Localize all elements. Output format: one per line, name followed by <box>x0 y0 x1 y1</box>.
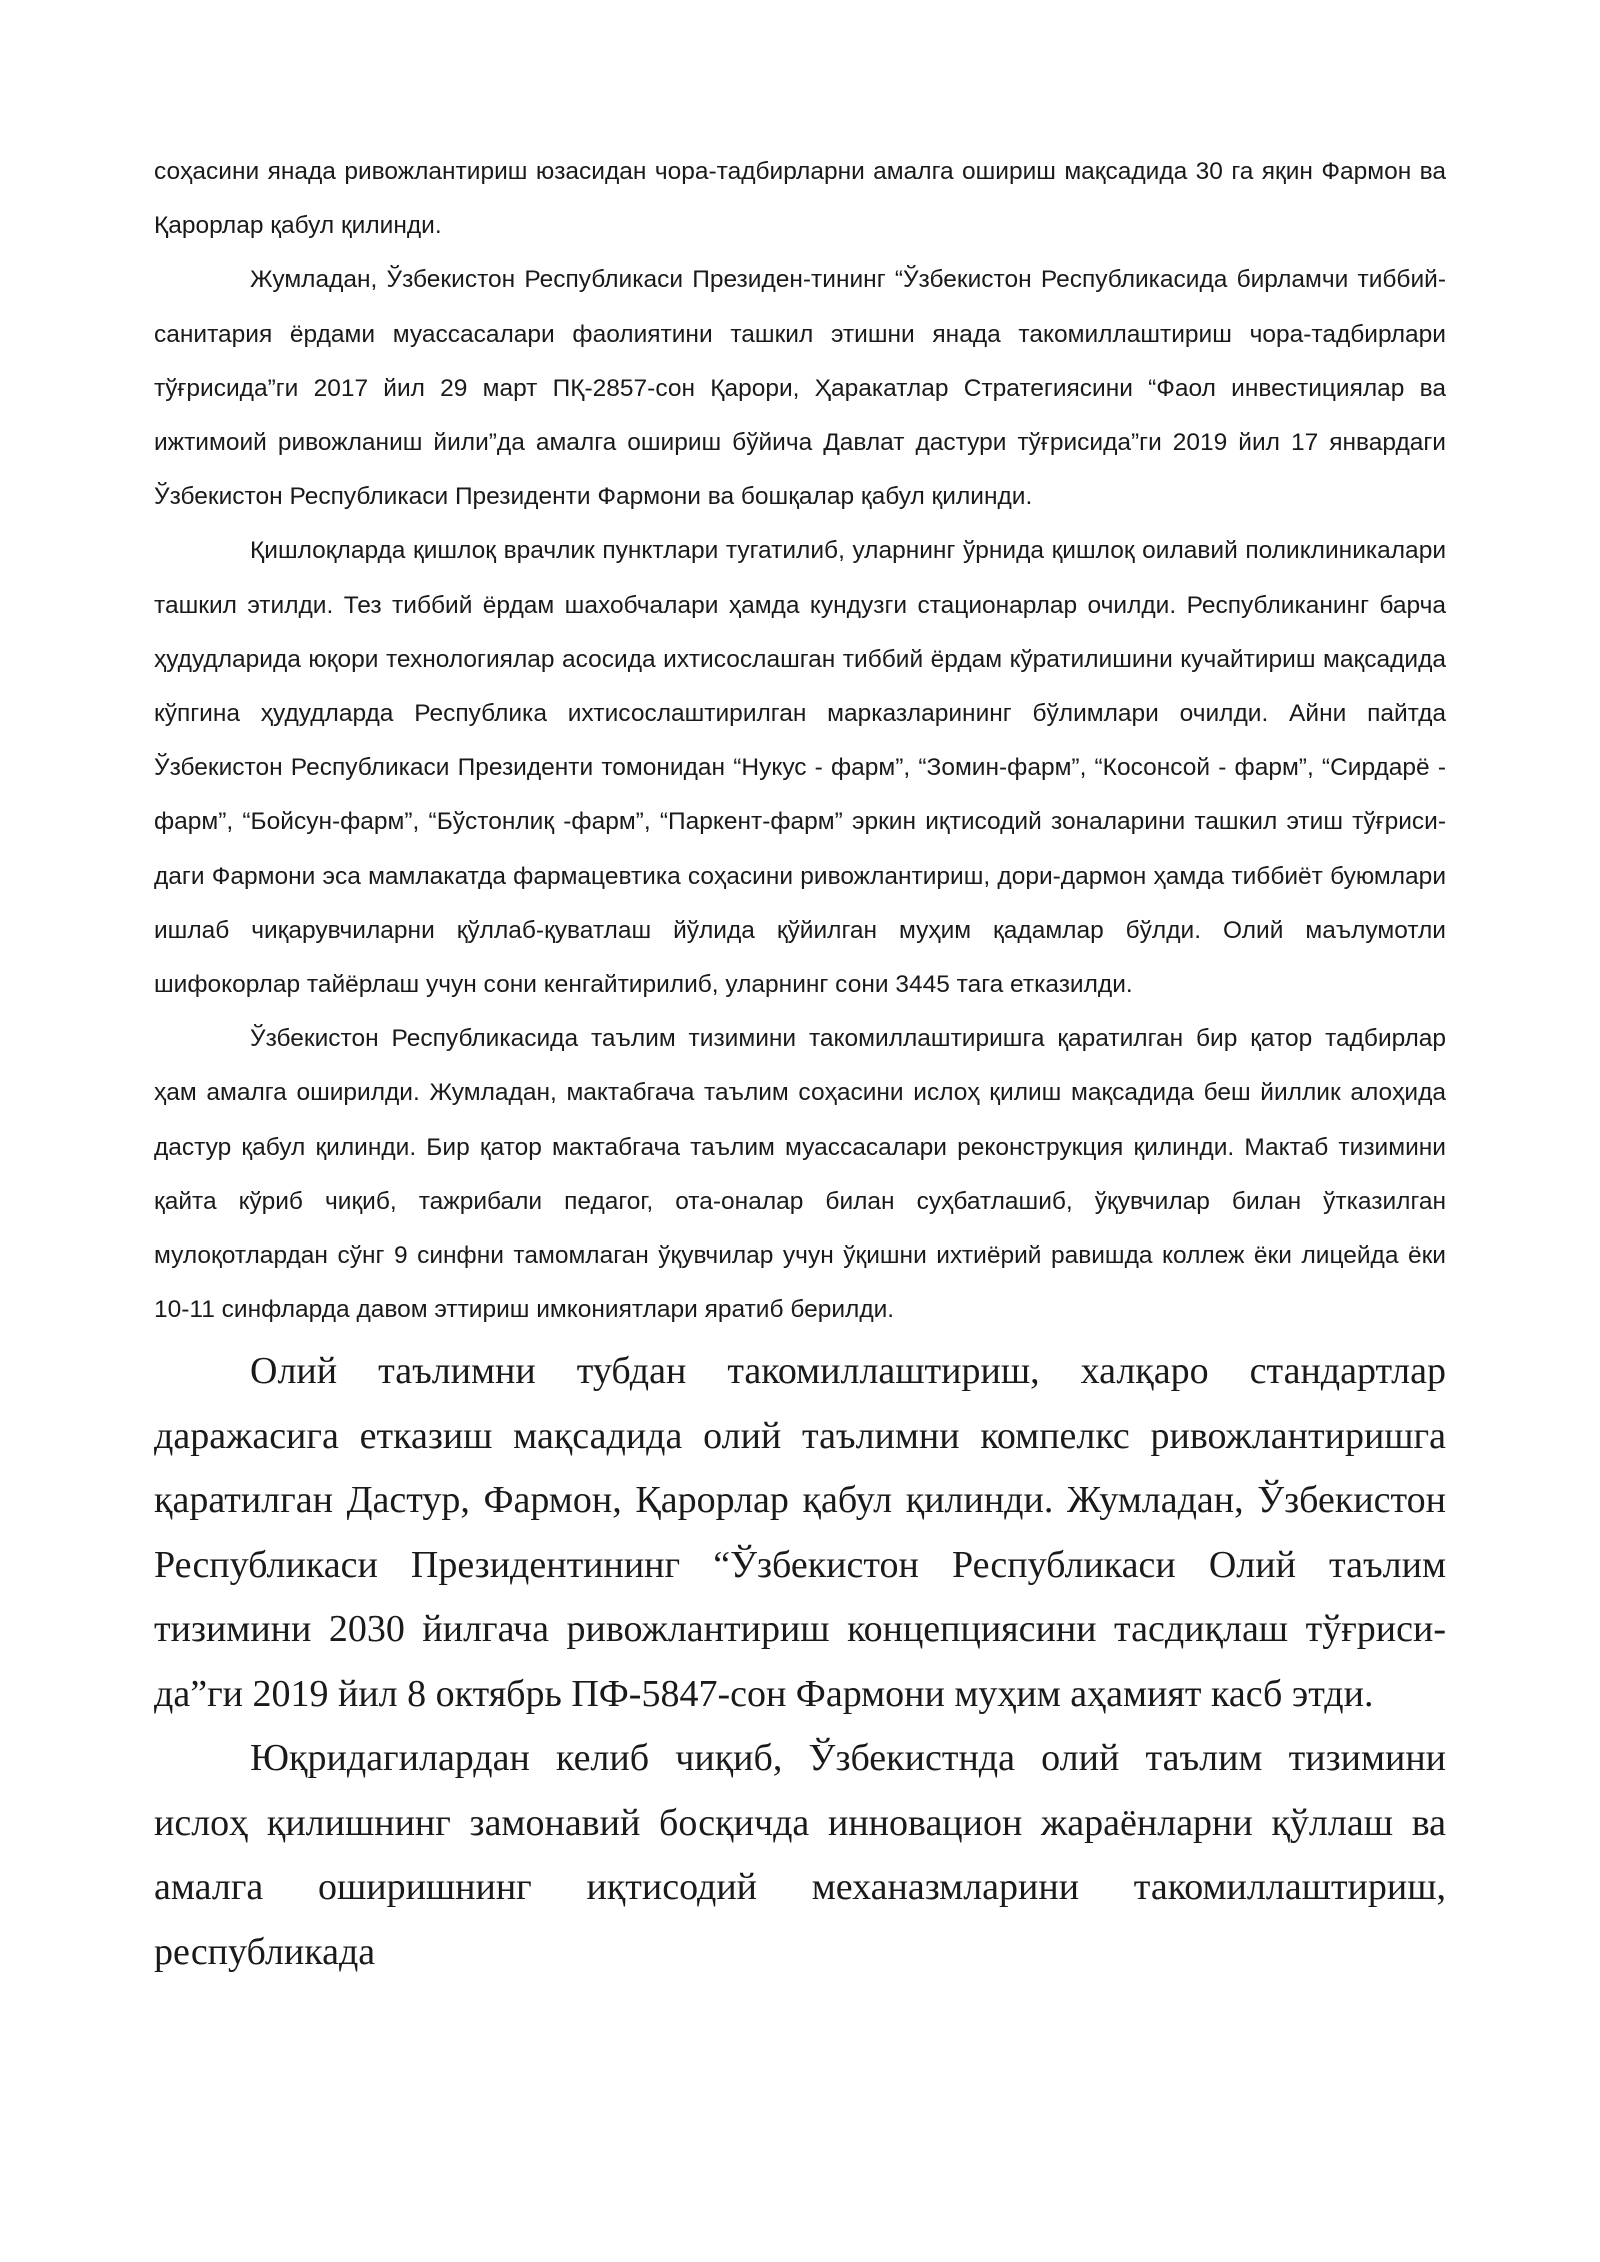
document-body <box>154 145 1446 1984</box>
paragraph-reforms: Юқридагилардан келиб чиқиб, Ўзбекистнда олий таълим тизимини ислоҳ қилишнинг замонавий босқичда инновацион жараёнларни қўллаш ва амалга оширишнинг иқтисодий механазмларини такомиллаштириш, республикада <box>154 1737 1446 1973</box>
paragraph-higher-education: Олий таълимни тубдан такомиллаштириш, халқаро стандартлар даражасига етказиш мақсадида олий таълимни компелкс ривожлантиришга қаратилган Дастур, Фармон, Қарорлар қабул қилинди. Жумладан, Ўзбекистон Республикаси Президентининг “Ўзбекистон Республикаси Олий таълим тизимини 2030 йилгача ривожлантириш концепциясини тасдиқлаш тўғриси-да”ги 2019 йил 8 октябрь ПФ-5847-сон Фармони муҳим аҳамият касб этди. <box>154 1350 1446 1715</box>
paragraph-continuation: соҳасини янада ривожлантириш юзасидан чора-тадбирларни амалга ошириш мақсадида 30 га яқин Фармон ва Қарорлар қабул қилинди. <box>154 158 1446 240</box>
paragraph-rural-clinics: Қишлоқларда қишлоқ врачлик пунктлари тугатилиб, уларнинг ўрнида қишлоқ оилавий поликлиникалари ташкил этилди. Тез тиббий ёрдам шахобчалари ҳамда кундузги стационарлар очилди. Республиканинг барча ҳудудларида юқори технологиялар асосида ихтисослашган тиббий ёрдам кўратилишини кучайтириш мақсадида кўпгина ҳудудларда Республика ихтисослаштирилган марказларининг бўлимлари очилди. Айни пайтда Ўзбекистон Республикаси Президенти томонидан “Нукус - фарм”, “Зомин-фарм”, “Косонсой - фарм”, “Сирдарё - фарм”, “Бойсун-фарм”, “Бўстонлиқ -фарм”, “Паркент-фарм” эркин иқтисодий зоналарини ташкил этиш тўғриси-даги Фармони эса мамлакатда фармацевтика соҳасини ривожлантириш, дори-дармон ҳамда тиббиёт буюмлари ишлаб чиқарувчиларни қўллаб-қуватлаш йўлида қўйилган муҳим қадамлар бўлди. Олий маълумотли шифокорлар тайёрлаш учун сони кенгайтирилиб, уларнинг сони 3445 тага етказилди. <box>154 537 1446 999</box>
paragraph-presidential-decree: Жумладан, Ўзбекистон Республикаси Президен-тининг “Ўзбекистон Республикасида бирламчи тиббий-санитария ёрдами муассасалари фаолиятини ташкил этишни янада такомиллаштириш чора-тадбирлари тўғрисида”ги 2017 йил 29 март ПҚ-2857-сон Қарори, Ҳаракатлар Стратегиясини “Фаол инвестициялар ва ижтимоий ривожланиш йили”да амалга ошириш бўйича Давлат дастури тўғрисида”ги 2019 йил 17 январдаги Ўзбекистон Республикаси Президенти Фармони ва бошқалар қабул қилинди. <box>154 266 1446 511</box>
paragraph-education-system: Ўзбекистон Республикасида таълим тизимини такомиллаштиришга қаратилган бир қатор тадбирлар ҳам амалга оширилди. Жумладан, мактабгача таълим соҳасини ислоҳ қилиш мақсадида беш йиллик алоҳида дастур қабул қилинди. Бир қатор мактабгача таълим муассасалари реконструкция қилинди. Мактаб тизимини қайта кўриб чиқиб, тажрибали педагог, ота-оналар билан суҳбатлашиб, ўқувчилар билан ўтказилган мулоқотлардан сўнг 9 синфни тамомлаган ўқувчилар учун ўқишни ихтиёрий равишда коллеж ёки лицейда ёки 10-11 синфларда давом эттириш имкониятлари яратиб берилди. <box>154 1025 1446 1324</box>
